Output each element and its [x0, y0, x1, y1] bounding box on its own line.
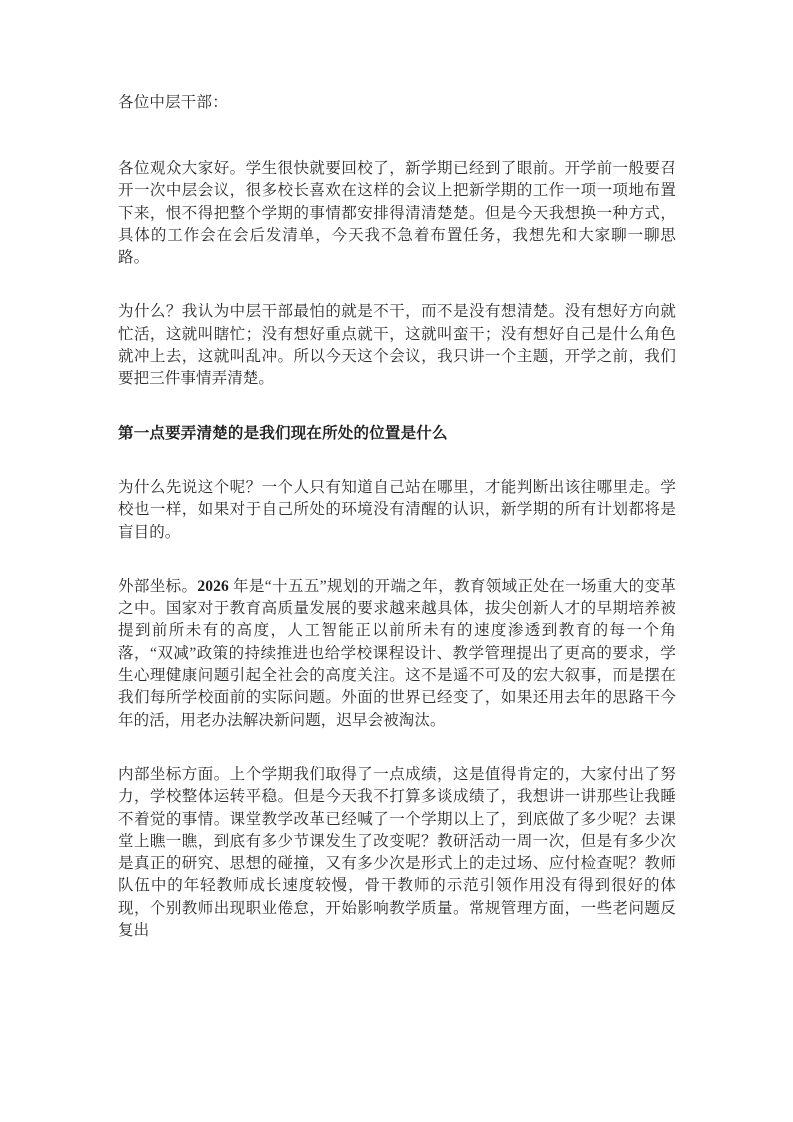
external-run-year: 2026 — [197, 577, 229, 595]
paragraph-external-coordinates — [118, 576, 676, 732]
salutation-line: 各位中层干部： — [118, 94, 228, 111]
document-body — [118, 92, 676, 964]
external-run-rest: 年是“十五五”规划的开端之年，教育领域正处在一场重大的变革之中。国家对于教育高质量发展的要求越来越具体，拔尖创新人才的早期培养被提到前所未有的高度，人工智能正以前所未有的速度渗透到教育的每一个角落，“双减”政策的持续推进也给学校课程设计、教学管理提出了更高的要求，学生心理健康问题引起全社会的高度关注。这不是遥不可及的宏大叙事，而是摆在我们每所学校面前的实际问题。外面的世界已经变了，如果还用去年的思路干今年的活，用老办法解决新问题，迟早会被淘汰。 — [118, 577, 676, 729]
heading-point-one: 第一点要弄清楚的是我们现在所处的位置是什么 — [118, 424, 448, 442]
paragraph-internal-coordinates: 内部坐标方面。上个学期我们取得了一点成绩，这是值得肯定的，大家付出了努力，学校整体运转平稳。但是今天我不打算多谈成绩了，我想讲一讲那些让我睡不着觉的事情。课堂教学改革已经喊了一个学期以上了，到底做了多少呢？去课堂上瞧一瞧，到底有多少节课发生了改变呢？教研活动一周一次，但是有多少次是真正的研究、思想的碰撞，又有多少次是形式上的走过场、应付检查呢？教师队伍中的年轻教师成长速度较慢，骨干教师的示范引领作用没有得到很好的体现，个别教师出现职业倦怠，开始影响教学质量。常规管理方面，一些老问题反复出 — [118, 765, 676, 940]
paragraph-intro: 各位观众大家好。学生很快就要回校了，新学期已经到了眼前。开学前一般要召开一次中层会议，很多校长喜欢在这样的会议上把新学期的工作一项一项地布置下来，恨不得把整个学期的事情都安排得清清楚楚。但是今天我想换一种方式，具体的工作会在会后发清单，今天我不急着布置任务，我想先和大家聊一聊思路。 — [118, 160, 676, 267]
external-run-lead: 外部坐标。 — [118, 577, 198, 595]
paragraph-why-first: 为什么先说这个呢？一个人只有知道自己站在哪里，才能判断出该往哪里走。学校也一样，如果对于自己所处的环境没有清醒的认识，新学期的所有计划都将是盲目的。 — [118, 478, 676, 541]
paragraph-why: 为什么？我认为中层干部最怕的就是不干，而不是没有想清楚。没有想好方向就忙活，这就叫瞎忙；没有想好重点就干，这就叫蛮干；没有想好自己是什么角色就冲上去，这就叫乱冲。所以今天这个会议，我只讲一个主题，开学之前，我们要把三件事情弄清楚。 — [118, 303, 676, 388]
